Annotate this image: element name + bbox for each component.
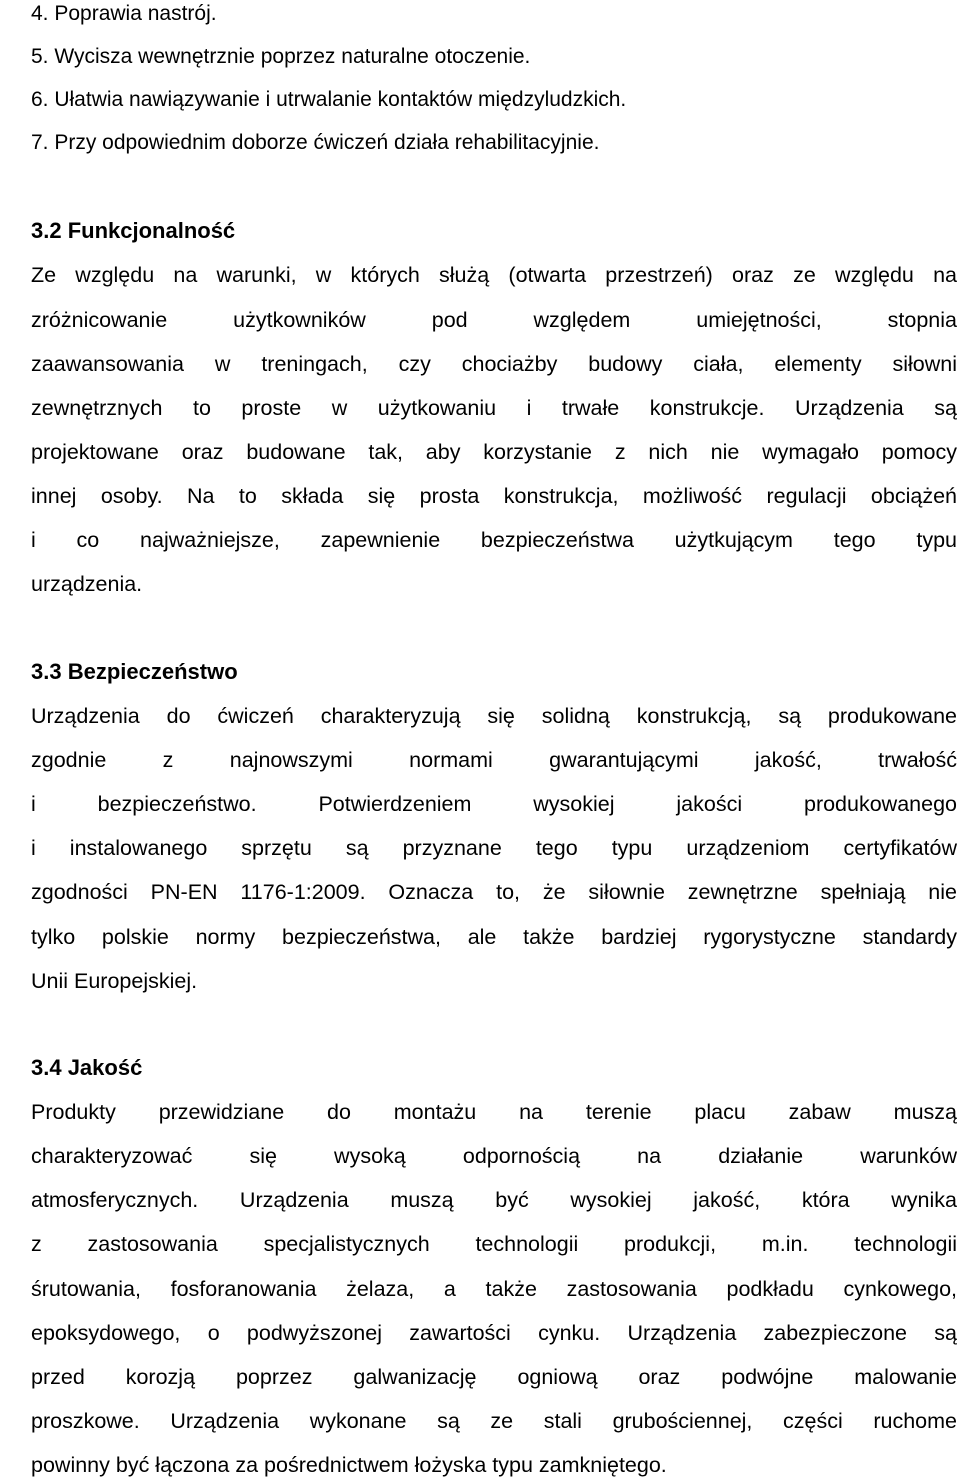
paragraph-line: przed korozją poprzez galwanizację ogniową oraz podwójne malowanie bbox=[31, 1365, 957, 1389]
paragraph-line: Unii Europejskiej. bbox=[31, 969, 198, 993]
paragraph-line: Ze względu na warunki, w których służą (otwarta przestrzeń) oraz ze względu na bbox=[31, 263, 957, 287]
paragraph-line: zgodności PN-EN 1176-1:2009. Oznacza to, że siłownie zewnętrzne spełniają nie bbox=[31, 880, 957, 904]
paragraph-line: i instalowanego sprzętu są przyznane tego typu urządzeniom certyfikatów bbox=[31, 836, 957, 860]
list-item: 6. Ułatwia nawiązywanie i utrwalanie kontaktów międzyludzkich. bbox=[31, 88, 627, 111]
paragraph-line: i co najważniejsze, zapewnienie bezpieczeństwa użytkującym tego typu bbox=[31, 528, 957, 552]
paragraph-line: innej osoby. Na to składa się prosta konstrukcja, możliwość regulacji obciążeń bbox=[31, 484, 957, 508]
paragraph-line: Urządzenia do ćwiczeń charakteryzują się solidną konstrukcją, są produkowane bbox=[31, 704, 957, 728]
paragraph-line: powinny być łączona za pośrednictwem łożyska typu zamkniętego. bbox=[31, 1453, 667, 1477]
paragraph-line: i bezpieczeństwo. Potwierdzeniem wysokiej jakości produkowanego bbox=[31, 792, 957, 816]
paragraph-line: atmosferycznych. Urządzenia muszą być wysokiej jakość, która wynika bbox=[31, 1188, 957, 1212]
paragraph-line: zróżnicowanie użytkowników pod względem umiejętności, stopnia bbox=[31, 308, 957, 332]
paragraph-line: urządzenia. bbox=[31, 572, 143, 596]
section-heading: 3.3 Bezpieczeństwo bbox=[31, 659, 238, 684]
paragraph-line: charakteryzować się wysoką odpornością na działanie warunków bbox=[31, 1144, 957, 1168]
paragraph-line: projektowane oraz budowane tak, aby korzystanie z nich nie wymagało pomocy bbox=[31, 440, 957, 464]
list-item: 7. Przy odpowiednim doborze ćwiczeń działa rehabilitacyjnie. bbox=[31, 131, 600, 154]
section-heading: 3.4 Jakość bbox=[31, 1055, 143, 1080]
paragraph-line: śrutowania, fosforanowania żelaza, a także zastosowania podkładu cynkowego, bbox=[31, 1277, 957, 1301]
paragraph-line: tylko polskie normy bezpieczeństwa, ale także bardziej rygorystyczne standardy bbox=[31, 925, 957, 949]
paragraph-line: Produkty przewidziane do montażu na terenie placu zabaw muszą bbox=[31, 1100, 957, 1124]
paragraph-line: z zastosowania specjalistycznych technologii produkcji, m.in. technologii bbox=[31, 1232, 957, 1256]
paragraph-line: zgodnie z najnowszymi normami gwarantującymi jakość, trwałość bbox=[31, 748, 957, 772]
list-item: 4. Poprawia nastrój. bbox=[31, 2, 217, 25]
paragraph-line: zewnętrznych to proste w użytkowaniu i trwałe konstrukcje. Urządzenia są bbox=[31, 396, 957, 420]
paragraph-line: zaawansowania w treningach, czy chociażby budowy ciała, elementy siłowni bbox=[31, 352, 957, 376]
paragraph-line: epoksydowego, o podwyższonej zawartości cynku. Urządzenia zabezpieczone są bbox=[31, 1321, 957, 1345]
section-heading: 3.2 Funkcjonalność bbox=[31, 218, 236, 243]
list-item: 5. Wycisza wewnętrznie poprzez naturalne otoczenie. bbox=[31, 45, 531, 68]
paragraph-line: proszkowe. Urządzenia wykonane są ze stali grubościennej, części ruchome bbox=[31, 1409, 957, 1433]
